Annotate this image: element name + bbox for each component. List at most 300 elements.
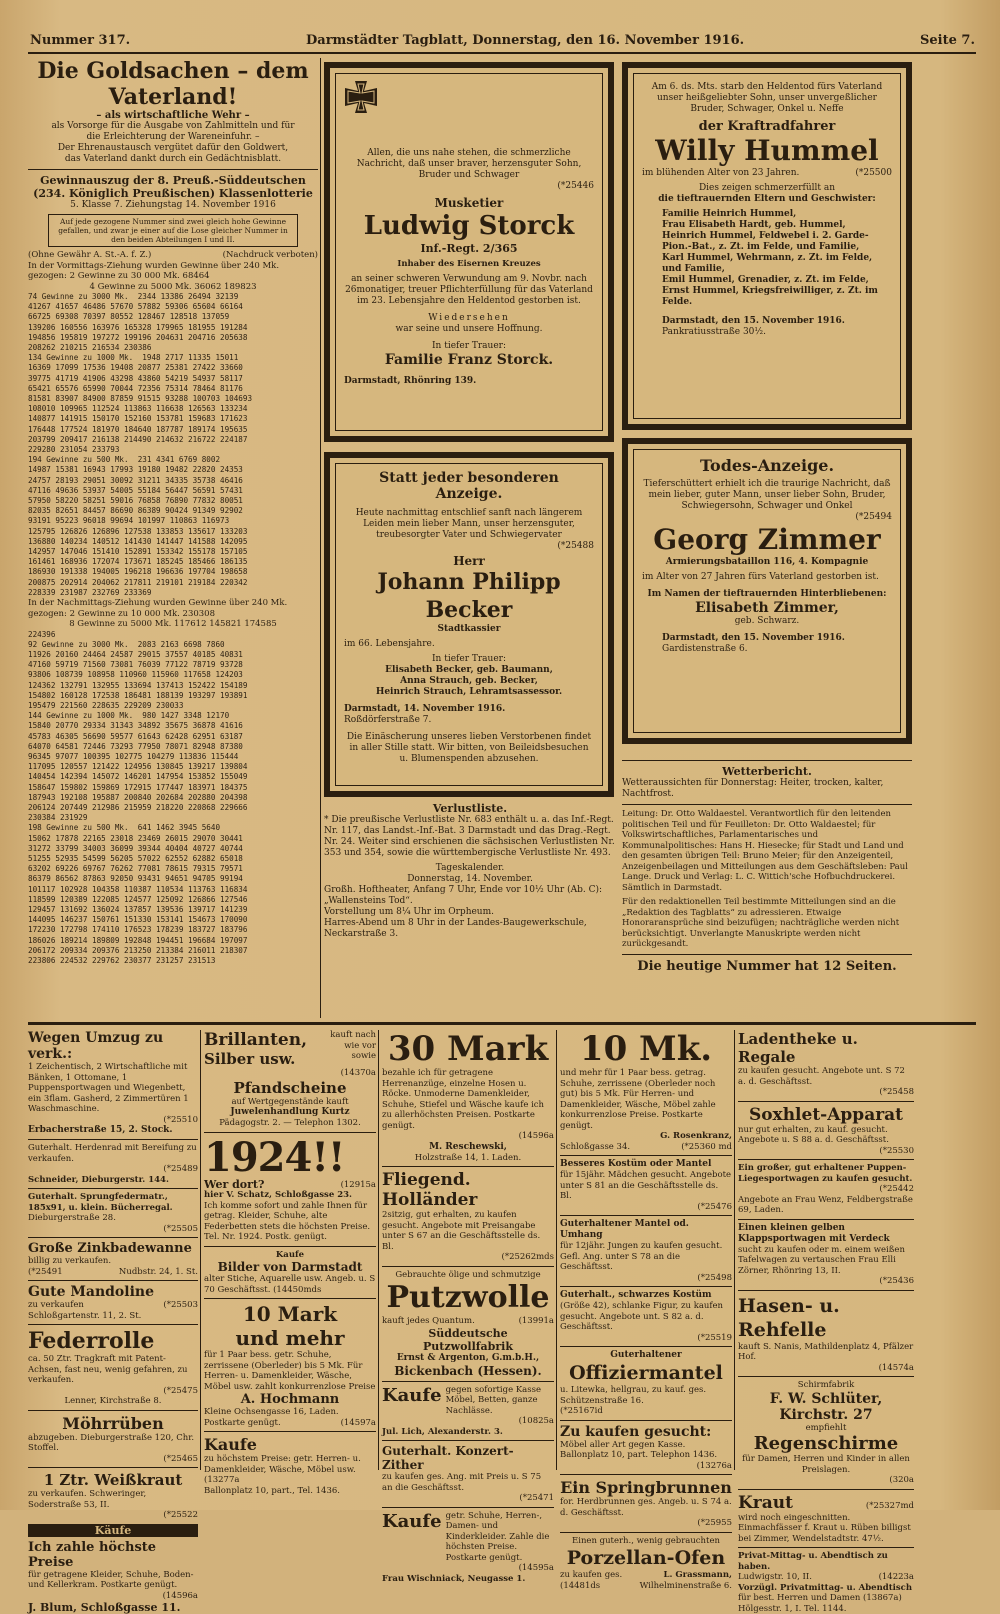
divider <box>738 1547 914 1548</box>
ad-kaufe3-row <box>382 1511 554 1564</box>
column-rule <box>378 1030 379 1470</box>
ad-rolle-head: Federrolle <box>28 1328 155 1354</box>
ad-schwarz-text: (Größe 42), schlanke Figur, zu kaufen gesucht. Angebote unt. S 82 a. d. Geschäftsst. <box>560 1301 724 1332</box>
lottery-note-left: (Ohne Gewähr A. St.-A. f. Z.) <box>28 250 152 260</box>
ad-kostum-code: (*25476 <box>697 1201 732 1212</box>
ad-pfand-text: auf Wertgegenstände kauft <box>231 1096 349 1107</box>
ad-umzug-code: (*25510 <box>163 1114 198 1125</box>
lottery-block-1000-pm: 15840 20770 29334 31343 34892 35675 36878 41616 45783 46305 56690 59577 61643 62428 62951 63187 64070 64581 72446 73293 77950 78071 82948 87380 96345 97077 100395 102775 104279 113836 115444 117095 120557 121422 124956 130845 139217 139804 140454 142394 145072 146201 147954 153852 155049 158647 159802 159869 172915 177447 183971 184375 187943 192108 195887 200840 202684 202880 204398 206124 207449 212986 215959 218220 220868 229666 230384 231929 <box>28 721 248 823</box>
redaktion-text: Für den redaktionellen Teil bestimmte Mitteilungen sind an die „Redaktion des Tagblatts“ zu adressieren. Etwaige Honoraransprüche sind beizufügen; nachträgliche werden nicht berücksichtigt. Unverlangte Manuskripte werden nicht zurückgesandt. <box>622 897 900 949</box>
storck-rank: Musketier <box>434 196 504 210</box>
ad-klapp-code: (*25436 <box>879 1276 914 1286</box>
zimmer-namen: Im Namen der tieftrauernden Hinterbliebenen: <box>647 589 887 599</box>
ad-schirm-text: für Damen, Herren und Kinder in allen Preislagen. <box>742 1454 910 1475</box>
issue-number: Nummer 317. <box>30 33 131 48</box>
zimmer-street: Gardistenstraße 6. <box>662 644 748 654</box>
zimmer-code: (*25494 <box>855 512 892 522</box>
ad-zither-head: Guterhalt. Konzert-Zither <box>382 1444 514 1472</box>
becker-code: (*25488 <box>557 541 594 551</box>
ad-klapp-head: Einen kleinen gelben Klappsportwagen mit Verdeck <box>738 1222 890 1244</box>
ad-hoch-name: A. Hochmann <box>240 1392 340 1407</box>
ad-bilder-head: Bilder von Darmstadt <box>217 1260 363 1274</box>
storck-wiedersehen: Wiedersehen <box>428 312 510 323</box>
ad-kaufe-banner: Käufe <box>28 1524 198 1537</box>
ad-kraut-row <box>738 1493 914 1513</box>
hummel-street: Pankratiusstraße 30½. <box>662 327 766 337</box>
storck-name: Ludwig Storck <box>363 211 575 241</box>
divider <box>382 1266 554 1267</box>
kalender-item-3: Harres-Abend um 8 Uhr in der Landes-Baugewerkschule, Neckarstraße 3. <box>324 918 587 939</box>
ad-umhang-code: (*25498 <box>697 1272 732 1283</box>
obituary-hummel <box>622 62 912 430</box>
ad-mohr-text: abzugeben. Dieburgerstraße 120, Chr. Stoffel. <box>28 1432 195 1453</box>
header-rule <box>28 52 976 54</box>
ad-30mark-address: Holzstraße 14, 1. Laden. <box>414 1152 522 1163</box>
ad-kaufe-head: Kaufe <box>382 1384 442 1406</box>
ad-feder-text: Guterhalt. Sprungfedermatr., 185x91, u. klein. Bücherregal. <box>28 1192 173 1213</box>
gold-headline: Die Goldsachen – dem Vaterland! <box>37 58 309 110</box>
divider <box>382 1166 554 1167</box>
ad-schirm-code: (320a <box>889 1475 914 1485</box>
storck-family: Familie Franz Storck. <box>384 351 554 368</box>
ads-column-1 <box>28 1030 198 1614</box>
ad-wer-row <box>204 1177 376 1191</box>
ad-10mk-head: 10 Mk. <box>579 1029 713 1069</box>
ad-laden-head: Ladentheke u. Regale <box>738 1030 858 1066</box>
storck-intro: Allen, die uns nahe stehen, die schmerzliche Nachricht, daß unser braver, herzensguter Sohn, Bruder und Schwager <box>356 148 582 180</box>
lottery-block-500: 14987 15381 16943 17993 19180 19482 22820 24353 24757 28193 29051 30092 31211 34335 35738 46416 47116 49636 53937 54005 55184 56447 56591 57431 57950 58220 58251 59016 76858 76890 77832 80051 82035 82651 84457 86690 86389 90424 91349 92902 93191 95223 96018 99694 101997 110863 116973 125795 126826 126896 127538 133853 135617 133203 136880 140234 140512 141430 141447 141588 142095 142957 147046 151410 152891 153342 155178 157105 161461 168936 172074 173671 185245 185466 186135 186930 191338 194005 196218 196636 197704 198658 200875 202914 204062 217811 219101 219184 220342 228339 231987 232769 233369 <box>28 465 248 597</box>
ad-gesucht-head: Zu kaufen gesucht: <box>560 1423 712 1440</box>
ad-mittag-code: (14223a <box>878 1572 914 1582</box>
becker-head: Statt jeder besonderen Anzeige. <box>379 470 559 502</box>
divider <box>382 1507 554 1508</box>
ad-mittag-head: Privat-Mittag- u. Abendtisch zu haben. <box>738 1551 888 1572</box>
ad-kaufe2-code: (13277a <box>204 1475 240 1485</box>
ad-putz-text: kauft jedes Quantum. <box>382 1316 475 1326</box>
divider <box>560 1532 732 1533</box>
lottery-head-194: 194 Gewinne zu 500 Mk. 231 4341 6769 8002 <box>28 455 221 465</box>
hummel-mourner-6: Ernst Hummel, Kriegsfreiwilliger, z. Zt. im Felde. <box>662 286 878 307</box>
ad-umhang-head: Guterhaltener Mantel od. Umhang <box>560 1219 689 1240</box>
ad-feder-address: Dieburgerstraße 28. <box>28 1213 116 1223</box>
hummel-mourners: die tieftrauernden Eltern und Geschwister: <box>658 194 876 204</box>
ad-kraut-head: Kraut <box>738 1492 793 1513</box>
ad-gesucht-code: (13276a <box>696 1460 732 1471</box>
ad-herd-address: Schneider, Dieburgerstr. 144. <box>28 1174 169 1185</box>
divider <box>560 1346 732 1347</box>
ad-privat-text: für best. Herren und Damen (13867a) Hölgesstr. 1, I. Tel. 1144. <box>738 1593 902 1614</box>
kalender-head: Tageskalender. <box>435 863 505 873</box>
becker-foot: Die Einäscherung unseres lieben Verstorbenen findet in aller Stille statt. Wir bitten, von Beileidsbesuchen u. Blumenspenden abzusehen. <box>346 732 592 764</box>
ad-kraut-code: (*25327md <box>865 1500 914 1511</box>
storck-text: an seiner schweren Verwundung am 9. Novbr. nach 26monatiger, treuer Pflichterfüllung für das Vaterland im 23. Lebensjahre den Heldentod gestorben ist. <box>345 273 593 306</box>
hummel-code: (*25500 <box>855 168 892 178</box>
ad-spring-code: (*25955 <box>697 1518 732 1528</box>
becker-age: im 66. Lebensjahre. <box>344 639 435 649</box>
ad-putz-address: Bickenbach (Hessen). <box>394 1363 542 1378</box>
ad-bilder-kaufe: Kaufe <box>275 1249 305 1260</box>
divider <box>738 1376 914 1377</box>
hummel-mourner-2: Frau Elisabeth Hardt, geb. Hummel, <box>662 220 846 230</box>
divider <box>28 1139 198 1140</box>
ad-10mk-address: Schloßgasse 34. <box>560 1141 631 1152</box>
ad-schirm-empfiehlt: empfiehlt <box>805 1422 847 1433</box>
ad-10mk-text: und mehr für 1 Paar bess. getrag. Schuhe, zerrissene (Oberleder noch gut) bis 5 Mk. Für Herren- und Damenkleider, Wäsche, Möbel zahle konkurrenzlose Preise. Postkarte genügt. <box>560 1068 716 1131</box>
ad-kaufe-text: gegen sofortige Kasse Möbel, Betten, ganze Nachlässe. <box>445 1384 541 1416</box>
ad-hollaender-code: (*25262mds <box>501 1252 554 1262</box>
ad-spring-text: for. Herdbrunnen ges. Angeb. u. S 74 a. d. Geschäftsst. <box>560 1497 732 1518</box>
zimmer-unit: Armierungsbataillon 116, 4. Kompagnie <box>665 557 869 567</box>
divider <box>204 1246 376 1247</box>
ad-offizier-text: u. Litewka, hellgrau, zu kauf. ges. Schützenstraße 16. <box>560 1385 707 1406</box>
ad-kaufe-code: (10825a <box>518 1416 554 1426</box>
kalender-date: Donnerstag, 14. November. <box>407 874 533 884</box>
becker-mourner-1: Elisabeth Becker, geb. Baumann, <box>385 665 553 675</box>
hummel-rank: der Kraftradfahrer <box>698 119 836 134</box>
becker-herr: Herr <box>453 554 485 568</box>
ad-pfand-head: Pfandscheine <box>233 1078 347 1097</box>
ad-brill-head: Brillanten, <box>204 1030 308 1050</box>
ad-schatz-name: hier V. Schatz, Schloßgasse 23. <box>204 1190 352 1200</box>
ad-soxhlet-head: Soxhlet-Apparat <box>748 1104 904 1125</box>
wetter-head: Wetterbericht. <box>722 765 812 778</box>
hummel-age: im blühenden Alter von 23 Jahren. <box>642 168 800 178</box>
ad-schwarz-code: (*25519 <box>697 1332 732 1343</box>
ads-column-2 <box>204 1030 376 1496</box>
ad-klapp-text: sucht zu kaufen oder m. einem weißen Tafelwagen zu vertauschen Frau Elli Zörner, Rhönring 13, II. <box>738 1244 905 1276</box>
ad-puppe-address: Angebote an Frau Wenz, Feldbergstraße 69, Laden. <box>738 1194 913 1215</box>
ad-brill-code: (14370a <box>340 1068 376 1078</box>
ad-rolle-text: ca. 50 Ztr. Tragkraft mit Patent-Achsen, fast neu, wenig gefahren, zu verkaufen. <box>28 1354 188 1385</box>
ad-herd-code: (*25489 <box>163 1164 198 1174</box>
ad-silber-head: Silber usw. <box>204 1050 296 1068</box>
column-rule-1 <box>320 58 321 1018</box>
ad-juwel-address: Pädagogstr. 2. — Telephon 1302. <box>219 1118 361 1128</box>
hummel-mourner-3: Heinrich Hummel, Feldwebel i. 2. Garde-Pion.-Bat., z. Zt. im Felde, und Familie, <box>662 231 869 252</box>
ad-hasen-head: Hasen- u. Rehfelle <box>738 1294 840 1341</box>
divider <box>738 1219 914 1220</box>
divider <box>204 1298 376 1299</box>
column-rule <box>556 1030 557 1470</box>
ad-mittag-address: Ludwigstr. 10, II. <box>738 1572 812 1582</box>
ad-hasen-code: (14574a <box>878 1362 914 1373</box>
gold-line-2: die Erleichterung der Wareneinfuhr. – <box>86 132 260 142</box>
ad-preise-head: Ich zahle höchste Preise <box>28 1539 157 1570</box>
divider <box>382 1440 554 1441</box>
ads-separator <box>28 1022 976 1025</box>
column-rule <box>200 1030 201 1470</box>
zimmer-widow: Elisabeth Zimmer, <box>695 600 839 616</box>
page-number: Seite 7. <box>920 33 975 48</box>
ad-kaufe3-address: Frau Wischniack, Neugasse 1. <box>382 1573 526 1584</box>
page-count-notice: Die heutige Nummer hat 12 Seiten. <box>637 958 897 974</box>
lottery-head-198: 198 Gewinne zu 500 Mk. 641 1462 3945 5640 <box>28 823 221 833</box>
ad-zink-text: billig zu verkaufen. <box>28 1256 112 1266</box>
ad-umzug-head: Wegen Umzug zu verk.: <box>28 1030 164 1062</box>
hummel-mourner-1: Familie Heinrich Hummel, <box>662 209 797 219</box>
ad-kraut-head: 1 Ztr. Weißkraut <box>43 1471 183 1489</box>
ad-brill-row <box>204 1030 376 1068</box>
ad-ofen-text: zu kaufen ges. <box>560 1570 623 1580</box>
divider <box>622 954 912 955</box>
ad-laden-code: (*25458 <box>879 1087 914 1097</box>
lottery-block-500-pm: 15062 17878 22165 23018 23469 26015 29070 30441 31272 33799 34003 36099 39344 40404 40727 40744 51255 52935 54599 56205 57022 62552 62882 65018 63202 69226 69767 76262 77081 78615 79315 79571 86379 86562 87863 92050 93431 94651 94705 99194 101117 102928 104358 110387 110534 113763 116834 118599 120389 122085 124577 125092 126866 127546 129457 131692 136024 137857 139536 139717 141239 144095 146237 150761 151330 153141 154673 170090 172230 172798 174110 176523 178239 183727 183796 186026 189214 189809 192848 194451 196684 197097 206172 209334 209376 213250 213384 216011 218307 223806 224532 229762 230377 231257 231513 <box>28 833 248 965</box>
ad-kaufe3-code: (14595a <box>518 1563 554 1573</box>
ad-putz-code: (13991a <box>518 1316 554 1326</box>
wetter-section <box>622 760 912 1018</box>
ad-rolle-code: (*25475 <box>163 1385 198 1396</box>
divider <box>560 1155 732 1156</box>
gold-subhead: – als wirtschaftliche Wehr – <box>96 110 250 121</box>
ad-hasen-text: kauft S. Nanis, Mathildenplatz 4, Pfälzer Hof. <box>738 1341 914 1362</box>
ad-zink-address: Nudbstr. 24, 1. St. <box>118 1266 198 1277</box>
ad-mandoline-code: (*25503 <box>163 1300 198 1310</box>
hummel-name: Willy Hummel <box>655 134 879 167</box>
ad-putz-intro: Gebrauchte ölige und schmutzige <box>395 1269 541 1280</box>
becker-trauer: In tiefer Trauer: <box>432 654 506 664</box>
ads-column-5 <box>738 1030 914 1614</box>
obituary-storck <box>324 62 614 442</box>
ad-preise-text: für getragene Kleider, Schuhe, Boden- und Kellerkram. Postkarte genügt. <box>28 1569 194 1590</box>
storck-hope: war seine und unsere Hoffnung. <box>395 323 543 334</box>
ad-preise-code: (14596a <box>162 1590 198 1601</box>
divider <box>560 1215 732 1216</box>
ad-offizier-intro: Guterhaltener <box>610 1350 682 1360</box>
zimmer-head: Todes-Anzeige. <box>699 456 835 475</box>
kalender-item-2: Vorstellung um 8¼ Uhr im Orpheum. <box>324 907 495 917</box>
ad-schwarz-head: Guterhalt., schwarzes Kostüm <box>560 1290 712 1300</box>
obituary-becker <box>324 452 614 797</box>
kalender-item-1: Großh. Hoftheater, Anfang 7 Uhr, Ende vor 10½ Uhr (Ab. C): „Wallensteins Tod“. <box>324 885 603 906</box>
ad-spring-head: Ein Springbrunnen <box>560 1478 732 1497</box>
ad-mehr-head: und mehr <box>235 1326 345 1350</box>
newspaper-title: Darmstädter Tagblatt, Donnerstag, den 16. November 1916. <box>306 33 745 48</box>
ad-kaufe2-text: zu höchstem Preise: getr. Herren- u. Damenkleider, Wäsche, Möbel usw. <box>204 1454 361 1475</box>
ad-ofen-intro: Einen guterh., wenig gebrauchten <box>572 1535 720 1546</box>
ad-puppe-text: Ein großer, gut erhaltener Puppen-Liegesportwagen zu kaufen gesucht. <box>738 1163 913 1184</box>
divider <box>622 760 912 761</box>
gold-line-3: Der Ehrenaustausch vergütet dafür den Goldwert, <box>57 143 289 153</box>
ad-mandoline-address: Schloßgartenstr. 11, 2. St. <box>28 1310 142 1321</box>
lottery-afternoon-intro: In der Nachmittags-Ziehung wurden Gewinne über 240 Mk. gezogen: 2 Gewinne zu 10 000 Mk. 230308 <box>28 598 288 619</box>
lottery-morning-5000: 4 Gewinne zu 5000 Mk. 36062 189823 <box>89 281 257 292</box>
ad-mandoline-row <box>28 1300 198 1311</box>
hummel-intro: Am 6. ds. Mts. starb den Heldentod fürs Vaterland unser heißgeliebter Sohn, unser unvergeßlicher Bruder, Schwager, Onkel u. Neffe <box>651 82 883 114</box>
ad-putz-firm: Süddeutsche Putzwollfabrik <box>423 1326 513 1353</box>
ad-putz-head: Putzwolle <box>386 1280 550 1315</box>
hummel-mourner-4: Karl Hummel, Wehrmann, z. Zt. im Felde, und Familie, <box>662 253 873 274</box>
ad-kostum-head: Besseres Kostüm oder Mantel <box>560 1159 712 1169</box>
ad-zink-head: Große Zinkbadewanne <box>28 1241 192 1256</box>
storck-regiment: Inf.-Regt. 2/365 <box>420 242 518 255</box>
lottery-morning-intro: In der Vormittags-Ziehung wurden Gewinne über 240 Mk. gezogen: 2 Gewinne zu 30 000 Mk. 68464 <box>28 260 280 281</box>
ad-ofen-row-2 <box>560 1581 732 1592</box>
ad-zink-row <box>28 1267 198 1278</box>
ad-schirm-head: Regenschirme <box>753 1433 899 1454</box>
divider <box>382 1381 554 1382</box>
lottery-note-right: (Nachdruck verboten) <box>222 250 318 260</box>
ad-schirm-name: F. W. Schlüter, Kirchstr. 27 <box>769 1390 883 1423</box>
ad-10mk-code: (*25360 md <box>681 1141 732 1152</box>
hummel-age-row <box>642 168 892 179</box>
zimmer-name: Georg Zimmer <box>653 523 881 556</box>
ad-30mark-name: M. Reschewski, <box>429 1141 507 1152</box>
divider <box>560 1420 732 1421</box>
ad-mohr-code: (*25465 <box>163 1453 198 1464</box>
ad-kaufe2-address: Ballonplatz 10, part., Tel. 1436. <box>204 1485 340 1496</box>
storck-award: Inhaber des Eisernen Kreuzes <box>397 259 541 269</box>
verlust-section <box>324 802 616 1018</box>
becker-mourner-2: Anna Strauch, geb. Becker, <box>400 676 538 686</box>
lottery-head-92: 92 Gewinne zu 3000 Mk. 2083 2163 6698 7860 <box>28 639 225 649</box>
divider <box>28 1237 198 1238</box>
ad-umhang-text: für 12jähr. Jungen zu kaufen gesucht. Gefl. Ang. unter S 78 an die Geschäftsst. <box>560 1241 723 1272</box>
ad-brill-text: kauft nach wie vor sowie <box>330 1030 376 1061</box>
ad-10mk-row <box>560 1142 732 1153</box>
ad-zither-text: zu kaufen ges. Ang. mit Preis u. S 75 an die Geschäftsst. <box>382 1472 542 1493</box>
ad-hoch-address: Kleine Ochsengasse 16, Laden. <box>204 1407 339 1417</box>
lottery-afternoon-5000: 8 Gewinne zu 5000 Mk. 117612 145821 174585 <box>69 619 277 629</box>
gold-line-4: das Vaterland dankt durch ein Gedächtnisblatt. <box>64 154 282 164</box>
zimmer-text: Tieferschüttert erhielt ich die traurige Nachricht, daß mein lieber, guter Mann, unser lieber Sohn, Bruder, Schwiegersohn, Schwager und Onkel <box>643 479 891 511</box>
ad-kraut-text: zu verkaufen. Schweringer, Soderstraße 53, II. <box>28 1489 147 1510</box>
ad-30mark-text: bezahle ich für getragene Herrenanzüge, einzelne Hosen u. Röcke. Unmoderne Damenkleider, Schuhe, Stiefel und Wäsche kaufe ich zu allerhöchsten Preisen. Postkarte genügt. <box>382 1068 545 1131</box>
storck-place: Darmstadt, Rhönring 139. <box>344 375 477 386</box>
verlust-text: * Die preußische Verlustliste Nr. 683 enthält u. a. das Inf.-Regt. Nr. 117, das Landst.-Inf.-Bat. 3 Darmstadt und das Drag.-Regt. Nr. 24. Weiter sind erschienen die sächsischen Verlustlisten Nr. 353 und 354, sowie die württembergische Verlustliste Nr. 493. <box>324 815 615 858</box>
storck-code: (*25446 <box>557 181 594 191</box>
divider <box>28 1280 198 1281</box>
divider <box>738 1290 914 1291</box>
ad-hoch-code: (14597a <box>340 1417 376 1428</box>
ad-kaufe2-head: Kaufe <box>204 1435 257 1454</box>
ad-mittag-row <box>738 1572 914 1583</box>
ads-column-4 <box>560 1029 732 1591</box>
becker-text: Heute nachmittag entschlief sanft nach längerem Leiden mein lieber Mann, unser herzensguter, treubesorgter Vater und Schwiegervater <box>355 508 583 540</box>
ad-hollaender-text: 2sitzig, gut erhalten, zu kaufen gesucht. Angebote mit Preisangabe unter S 67 an die Geschäftsstelle ds. Bl. <box>382 1210 541 1252</box>
divider <box>204 1132 376 1133</box>
wetter-text: Wetteraussichten für Donnerstag: Heiter, trocken, kalter, Nachtfrost. <box>622 778 884 799</box>
ad-umzug-text: 1 Zeichentisch, 2 Wirtschaftliche mit Bänken, 1 Ottomane, 1 Puppensportwagen und Wiegenbett, ein 3flam. Gasherd, 2 Zimmertüren 1 Waschmaschine. <box>28 1062 189 1114</box>
lottery-head-2: (234. Königlich Preußischen) Klassenlotterie <box>33 187 313 200</box>
verlust-head: Verlustliste. <box>432 802 508 815</box>
ad-zither-code: (*25471 <box>519 1493 554 1503</box>
lottery-notice-box: Auf jede gezogene Nummer sind zwei gleich hohe Gewinne gefallen, und zwar je einer auf die Lose gleicher Nummer in den beiden Abteilungen I und II. <box>48 214 298 247</box>
ad-wer-head: Wer dort? <box>204 1177 265 1191</box>
hummel-place: Darmstadt, den 15. November 1916. <box>662 316 845 326</box>
ad-laden-text: zu kaufen gesucht. Angebote unt. S 72 a. d. Geschäftsst. <box>738 1066 905 1087</box>
ad-bilder-text: alter Stiche, Aquarelle usw. Angeb. u. S 70 Geschäftsst. (14450mds <box>204 1274 376 1295</box>
ad-kaufe-address: Jul. Lich, Alexanderstr. 3. <box>382 1426 503 1437</box>
ad-schatz-text: Ich komme sofort und zahle Ihnen für getrag. Kleider, Schuhe, alte Federbetten stets die höchsten Preise. Tel. Nr. 1924. Postk. genügt. <box>204 1200 371 1242</box>
ad-kaufe-row <box>382 1385 554 1417</box>
ad-wer-code: (12915a <box>340 1179 376 1190</box>
ad-30mark-head: 30 Mark <box>387 1029 549 1069</box>
ad-mandoline-text: zu verkaufen <box>28 1300 84 1310</box>
ad-ofen-head: Porzellan-Ofen <box>566 1547 726 1569</box>
lottery-subhead: 5. Klasse 7. Ziehungstag 14. November 1916 <box>70 200 276 210</box>
ad-kraut-text: wird noch eingeschnitten. Einmachfässer f. Kraut u. Rüben billigst bei Zimmer, Wendelstadtstr. 47½. <box>738 1512 911 1544</box>
ad-putz-row <box>382 1316 554 1327</box>
ad-puppe-code: (*25442 <box>879 1184 914 1194</box>
becker-place: Darmstadt, 14. November 1916. <box>344 704 506 714</box>
lottery-head-144: 144 Gewinne zu 1000 Mk. 980 1427 3348 12170 <box>28 711 230 721</box>
ad-soxhlet-text: nur gut erhalten, zu kauf. gesucht. Angebote u. S 88 a. d. Geschäftsst. <box>738 1124 889 1145</box>
hummel-zeigen: Dies zeigen schmerzerfüllt an <box>698 183 836 193</box>
lottery-afternoon-extra: 224396 <box>28 629 56 639</box>
divider <box>738 1101 914 1102</box>
divider <box>28 169 318 170</box>
ad-zehn-head: 10 Mark <box>242 1302 338 1326</box>
ads-column-3 <box>382 1029 554 1584</box>
ad-zink-code: (*25491 <box>28 1266 63 1277</box>
ad-feder-code: (*25505 <box>163 1223 198 1234</box>
becker-name: Johann Philipp Becker <box>377 569 561 623</box>
ad-putz-owner: Ernst & Argenton, G.m.b.H., <box>396 1352 540 1363</box>
ad-gesucht-text: Möbel aller Art gegen Kasse. Ballonplatz 10, part. Telephon 1436. <box>560 1439 718 1460</box>
ad-rolle-address: Lenner, Kirchstraße 8. <box>64 1396 162 1406</box>
divider <box>28 1467 198 1468</box>
ad-mohr-head: Möhrrüben <box>62 1413 164 1433</box>
zimmer-nee: geb. Schwarz. <box>734 616 800 626</box>
column-rule <box>734 1030 735 1470</box>
ad-hollaender-head: Fliegend. Holländer <box>382 1170 478 1210</box>
ad-ofen-name: L. Grassmann, <box>663 1570 732 1580</box>
zimmer-age: im Alter von 27 Jahren fürs Vaterland gestorben ist. <box>642 572 879 582</box>
divider <box>560 1286 732 1287</box>
zimmer-place: Darmstadt, den 15. November 1916. <box>662 633 845 643</box>
storck-trauer: In tiefer Trauer: <box>432 340 506 351</box>
lottery-block-3000-pm: 11926 20160 24464 24587 29015 37557 40185 40831 47160 59719 71560 73081 76039 77122 78719 93728 93806 108739 108958 110960 115960 117658 124203 124362 132791 132955 133694 137413 152422 154189 154802 160128 172538 186481 188139 193297 193891 195479 221560 228635 229209 230033 <box>28 649 248 710</box>
lottery-head-1: Gewinnauszug der 8. Preuß.-Süddeutschen <box>40 174 306 187</box>
page-header <box>30 33 975 51</box>
ad-privat-head: Vorzügl. Privatmittag- u. Abendtisch <box>738 1582 913 1593</box>
obituary-zimmer <box>622 438 912 744</box>
ad-mehr-text: für 1 Paar bess. getr. Schuhe, zerrissene (Oberleder) bis 5 Mk. Für Herren- u. Damenkleider, Wäsche, Möbel usw. zahlt konkurrenzlose Preise <box>204 1350 376 1392</box>
ad-offizier-head: Offiziermantel <box>569 1362 723 1384</box>
ad-10mk-name: G. Rosenkranz, <box>660 1131 732 1141</box>
ad-kraut-code: (*25522 <box>163 1510 198 1520</box>
ad-hoch-postkarte: Postkarte genügt. <box>204 1417 281 1428</box>
lottery-block-3000: 74 Gewinne zu 3000 Mk. 2344 13386 26494 32139 41267 41657 46486 57670 57882 59306 65604 66164 66725 69308 70397 80552 128467 128518 137059 139206 160556 163976 165328 179965 181955 191284 194856 195819 197272 199196 204631 204716 205638 208262 210215 216534 230386 <box>28 292 248 353</box>
lottery-notes <box>28 250 318 261</box>
lottery-head-134: 134 Gewinne zu 1000 Mk. 1948 2717 11335 15011 <box>28 353 239 363</box>
ad-soxhlet-code: (*25530 <box>879 1145 914 1156</box>
left-column <box>28 58 318 598</box>
ad-umzug-address: Erbacherstraße 15, 2. Stock. <box>28 1125 173 1135</box>
ad-ofen-row <box>560 1570 732 1581</box>
ad-kaufe3-head: Kaufe <box>382 1510 442 1532</box>
becker-title: Stadtkassier <box>437 624 501 634</box>
ad-preise-address: J. Blum, Schloßgasse 11. <box>28 1601 181 1614</box>
becker-street: Roßdörferstraße 7. <box>344 715 432 725</box>
ad-year-head: 1924!! <box>204 1133 345 1181</box>
divider <box>738 1159 914 1160</box>
ad-ofen-code: (14481ds <box>560 1580 601 1591</box>
hummel-mourner-5: Emil Hummel, Grenadier, z. Zt. im Felde, <box>662 275 869 285</box>
lottery-block-1000: 16369 17099 17536 19408 20877 25381 27422 33660 39775 41719 41906 43298 43860 54219 54937 58117 65421 65576 65990 70044 72356 75314 78464 81176 81581 83907 84900 87859 91515 93288 100703 104693 108010 109965 112524 113863 116638 126563 133234 140877 141915 150170 152160 153781 159683 171623 176448 177524 181970 184640 187787 189174 195635 203799 209417 216138 214490 214632 216722 224187 229280 231054 233793 <box>28 363 253 455</box>
divider <box>738 1489 914 1490</box>
divider <box>560 1474 732 1475</box>
divider <box>28 1410 198 1411</box>
ad-schirm-intro: Schirmfabrik <box>797 1380 855 1390</box>
left-column-lower <box>28 598 318 1018</box>
divider <box>28 1188 198 1189</box>
imprint-text: Leitung: Dr. Otto Waldaestel. Verantwortlich für den leitenden politischen Teil und für Feuilleton: Dr. Otto Waldaestel; für Volkswirtschaftliches, Parlamentarisches und Kommunalpolitisches: Hans H. Hiesecke; für Stadt und Land und den gesamten übrigen Teil: Bruno Meier; für den Anzeigenteil, Anzeigenbeilagen und Mitteilungen aus dem Geschäftsleben: Paul Lange. Druck und Verlag: L. C. Wittich'sche Hofbuchdruckerei. Sämtlich in Darmstadt. <box>622 809 908 893</box>
ad-mandoline-head: Gute Mandoline <box>28 1284 154 1300</box>
gold-line-1: als Vorsorge für die Ausgabe von Zahlmitteln und für <box>51 121 295 131</box>
ad-kostum-text: für 15jähr. Mädchen gesucht. Angebote unter S 81 an die Geschäftsstelle ds. Bl. <box>560 1170 732 1201</box>
ad-ofen-address: Wilhelminenstraße 6. <box>639 1580 732 1591</box>
